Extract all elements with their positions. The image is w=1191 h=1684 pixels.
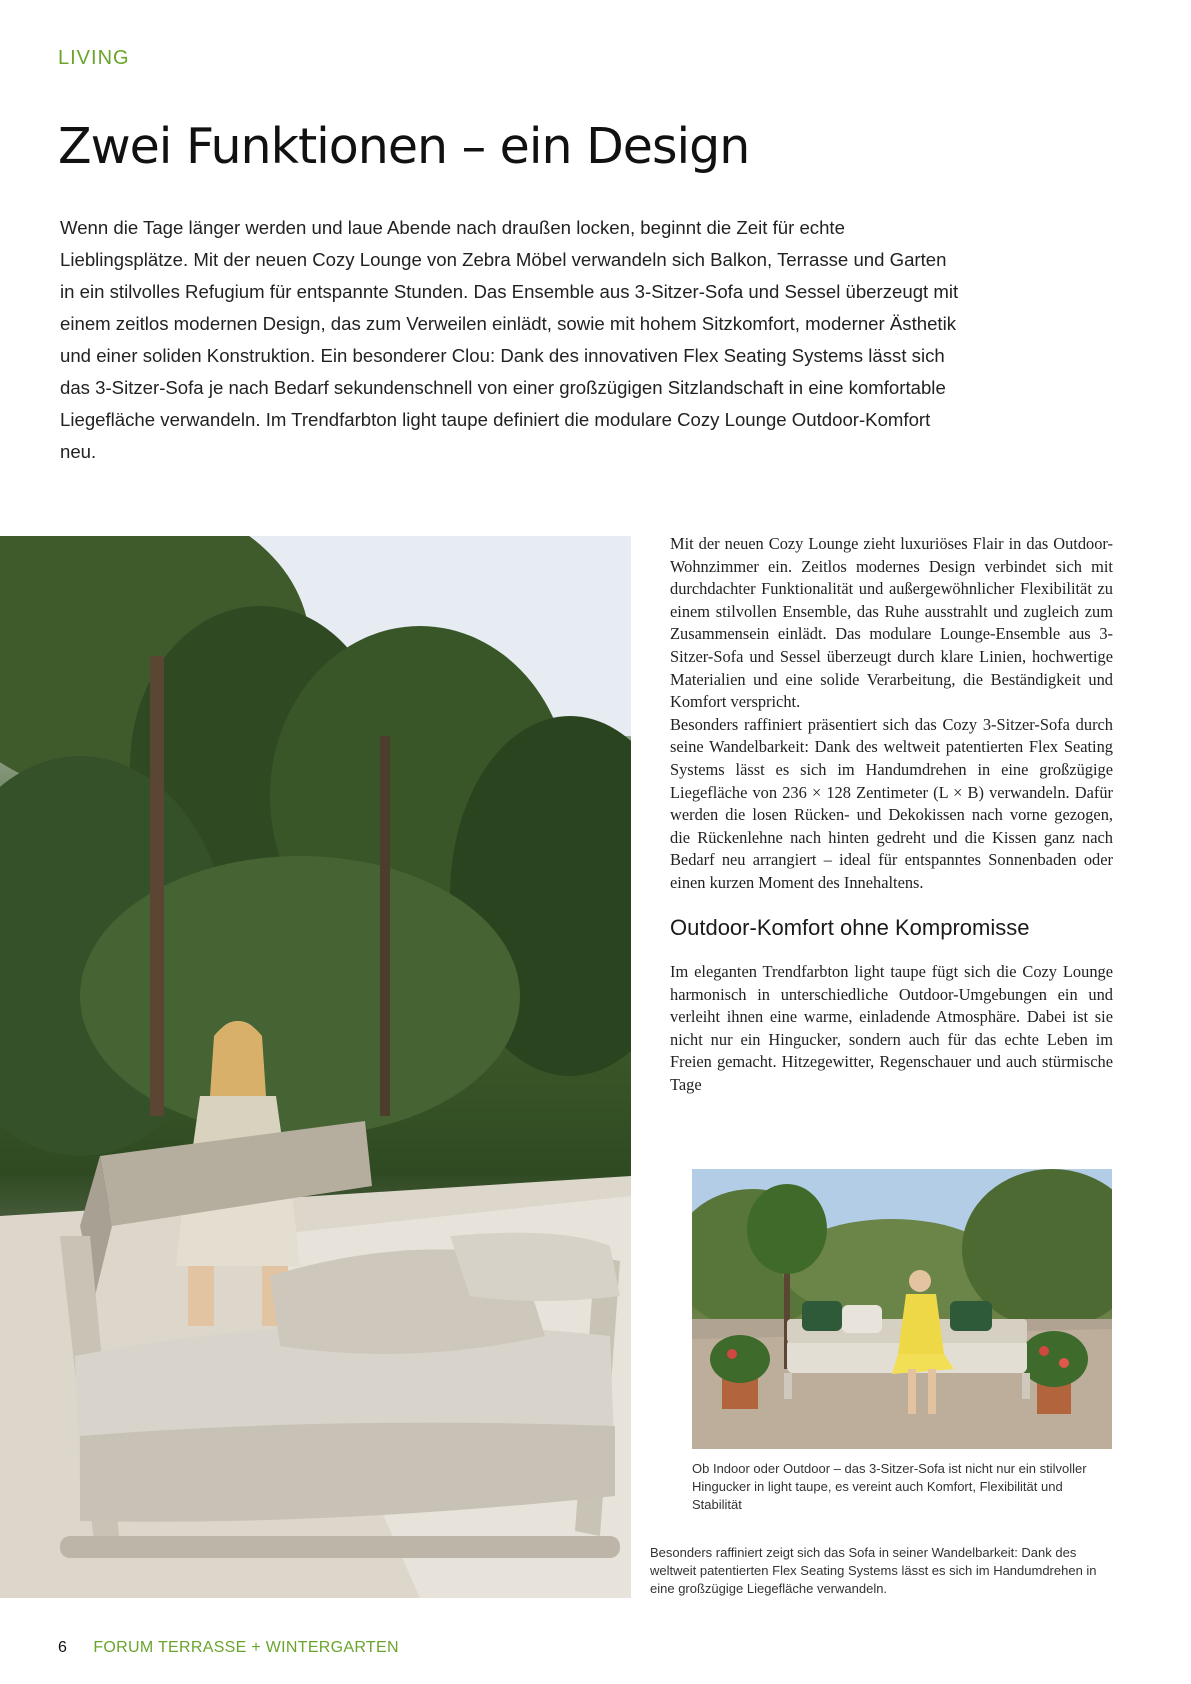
secondary-photo	[692, 1169, 1112, 1449]
publication-name: FORUM TERRASSE + WINTERGARTEN	[93, 1639, 399, 1656]
secondary-photo-illustration	[692, 1169, 1112, 1449]
page-footer	[58, 1639, 399, 1657]
article-subheading: Outdoor-Komfort ohne Kompromisse	[670, 914, 1030, 940]
body-paragraph-3: Im eleganten Trendfarbton light taupe fügt sich die Cozy Lounge harmonisch in unterschiedliche Outdoor-Umgebungen ein und verleiht ihnen eine warme, einladende Atmosphäre. Dabei ist sie nicht nur ein Hingucker, sondern auch für das echte Leben im Freien gemacht. Hitzegewitter, Regenschauer und auch stürmische Tage	[670, 962, 1113, 1095]
section-label: LIVING	[58, 47, 130, 69]
main-photo	[0, 536, 631, 1598]
secondary-photo-caption: Ob Indoor oder Outdoor – das 3-Sitzer-Sofa ist nicht nur ein stilvoller Hingucker in light taupe, es vereint auch Komfort, Flexibilität und Stabilität	[692, 1461, 1087, 1512]
page-number: 6	[58, 1639, 67, 1656]
body-paragraph-2: Besonders raffiniert präsentiert sich das Cozy 3-Sitzer-Sofa durch seine Wandelbarkeit: Dank des weltweit patentierten Flex Seating Systems lässt es sich im Handumdrehen in eine großzügige Liegefläche von 236 × 128 Zentimeter (L × B) verwandeln. Dafür werden die losen Rücken- und Dekokissen nach vorne gezogen, die Rückenlehne nach hinten gedreht und die Kissen ganz nach Bedarf neu arrangiert – ideal für entspanntes Sonnenbaden oder einen kurzen Moment des Innehaltens.	[670, 714, 1113, 892]
main-photo-caption: Besonders raffiniert zeigt sich das Sofa in seiner Wandelbarkeit: Dank des weltweit patentierten Flex Seating Systems lässt es sich im Handumdrehen in eine großzügige Liegefläche verwandeln.	[650, 1545, 1097, 1596]
article-body	[670, 533, 1113, 1097]
article-lead: Wenn die Tage länger werden und laue Abende nach draußen locken, beginnt die Zeit für echte Lieblingsplätze. Mit der neuen Cozy Lounge von Zebra Möbel verwandeln sich Balkon, Terrasse und Garten in ein stilvolles Refugium für entspannte Stunden. Das Ensemble aus 3-Sitzer-Sofa und Sessel überzeugt mit einem zeitlos modernen Design, das zum Verweilen einlädt, sowie mit hohem Sitzkomfort, moderner Ästhetik und einer soliden Konstruktion. Ein besonderer Clou: Dank des innovativen Flex Seating Systems lässt sich das 3-Sitzer-Sofa je nach Bedarf sekundenschnell von einer großzügigen Sitzlandschaft in eine komfortable Liegefläche verwandeln. Im Trendfarbton light taupe definiert die modulare Cozy Lounge Outdoor-Komfort neu.	[60, 217, 959, 462]
main-photo-illustration	[0, 536, 631, 1598]
article-title: Zwei Funktionen – ein Design	[58, 118, 750, 175]
body-paragraph-1: Mit der neuen Cozy Lounge zieht luxuriöses Flair in das Outdoor-Wohnzimmer ein. Zeitlos modernes Design verbindet sich mit durchdachter Funktionalität und außergewöhnlicher Flexibilität zu einem stilvollen Ensemble, das Ruhe ausstrahlt und zugleich zum Zusammensein einlädt. Das modulare Lounge-Ensemble aus 3-Sitzer-Sofa und Sessel überzeugt durch klare Linien, hochwertige Materialien und eine solide Verarbeitung, die Beständigkeit und Komfort verspricht.	[670, 534, 1113, 712]
